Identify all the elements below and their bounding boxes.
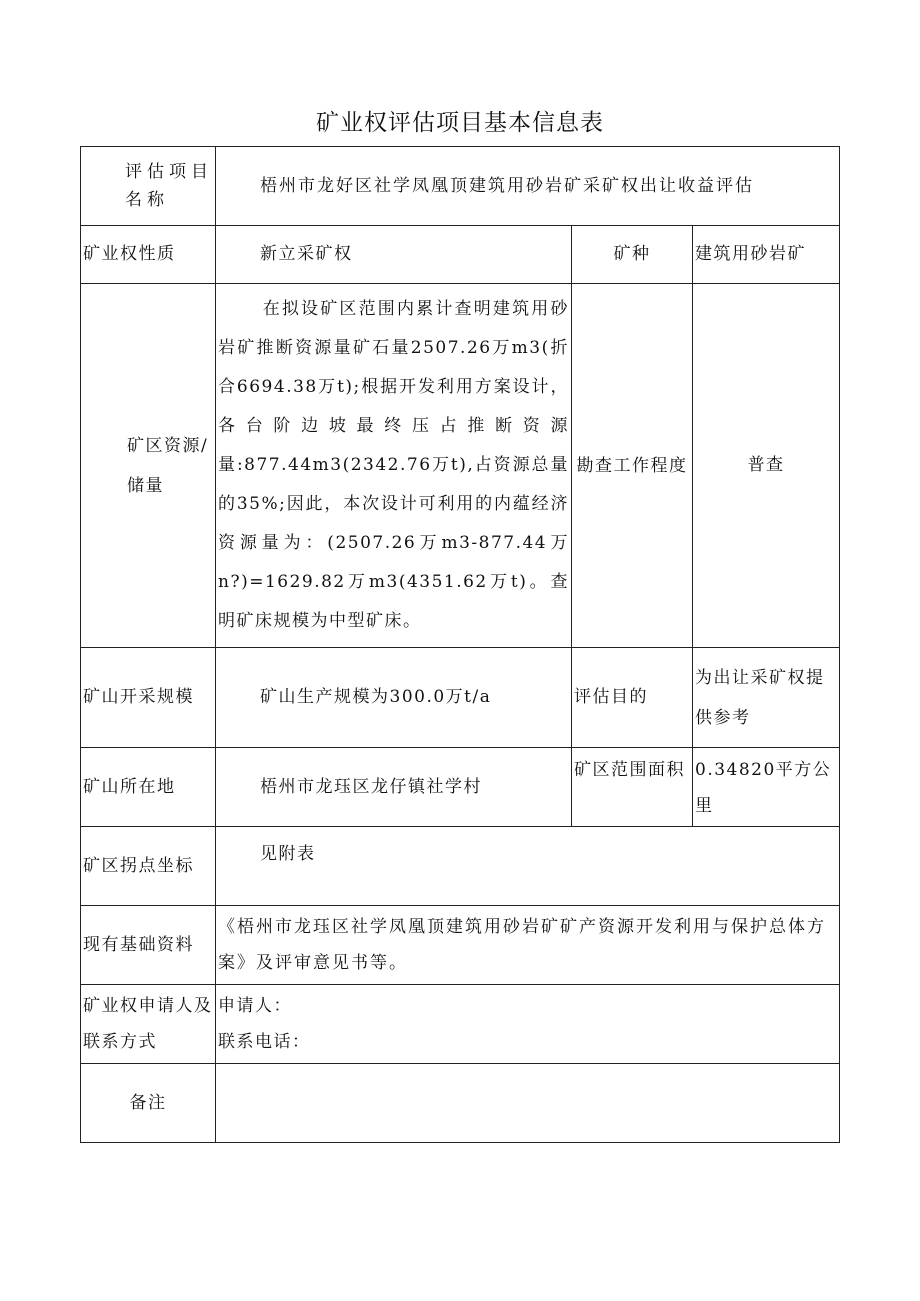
value-reserves-text: 在拟设矿区范围内累计查明建筑用砂岩矿推断资源量矿石量2507.26万m3(折合6694.38万t);根据开发利用方案设计，各台阶边坡最终压占推断资源量:877.44m3(2342.76万t),占资源总量的35%;因此，本次设计可利用的内蕴经济资源量为：(2507.26万m3-877.44万n?)=1629.82万m3(4351.62万t)。查明矿床规模为中型矿床。	[218, 299, 569, 631]
row-location	[81, 748, 840, 827]
label-purpose: 评估目的	[572, 648, 693, 748]
value-mineral: 建筑用砂岩矿	[693, 226, 840, 284]
info-table	[80, 146, 840, 1143]
label-exploration-degree-text: 勘查工作程度	[576, 455, 688, 476]
label-reserves-text: 矿区资源/储量	[127, 435, 209, 496]
row-project-name	[81, 147, 840, 226]
applicant-label: 申请人：	[218, 996, 292, 1016]
value-scale: 矿山生产规模为300.0万t/a	[216, 648, 572, 748]
label-project-name-text: 评估项目名称	[125, 162, 213, 210]
label-applicant: 矿业权申请人及联系方式	[81, 985, 216, 1064]
row-remarks	[81, 1064, 840, 1143]
phone-label: 联系电话：	[218, 1032, 311, 1052]
row-nature	[81, 226, 840, 284]
value-coordinates: 见附表	[216, 827, 840, 906]
label-area: 矿区范围面积	[572, 748, 693, 827]
label-exploration-degree	[572, 284, 693, 648]
page-title: 矿业权评估项目基本信息表	[316, 110, 604, 136]
value-remarks	[216, 1064, 840, 1143]
row-coordinates	[81, 827, 840, 906]
value-area: 0.34820平方公里	[693, 748, 840, 827]
value-nature: 新立采矿权	[216, 226, 572, 284]
value-reserves	[216, 284, 572, 648]
value-applicant	[216, 985, 840, 1064]
row-reserves	[81, 284, 840, 648]
label-remarks: 备注	[81, 1064, 216, 1143]
row-applicant	[81, 985, 840, 1064]
row-materials	[81, 906, 840, 985]
value-exploration-degree: 普查	[693, 284, 840, 648]
label-scale: 矿山开采规模	[81, 648, 216, 748]
label-mineral: 矿种	[572, 226, 693, 284]
value-location: 梧州市龙珏区龙仔镇社学村	[216, 748, 572, 827]
label-coordinates: 矿区拐点坐标	[81, 827, 216, 906]
label-materials: 现有基础资料	[81, 906, 216, 985]
label-location: 矿山所在地	[81, 748, 216, 827]
label-nature: 矿业权性质	[81, 226, 216, 284]
label-reserves	[81, 284, 216, 648]
value-materials: 《梧州市龙珏区社学凤凰顶建筑用砂岩矿矿产资源开发利用与保护总体方案》及评审意见书等。	[216, 906, 840, 985]
row-scale	[81, 648, 840, 748]
value-purpose: 为出让采矿权提供参考	[693, 648, 840, 748]
label-project-name	[81, 147, 216, 226]
value-project-name: 梧州市龙好区社学凤凰顶建筑用砂岩矿采矿权出让收益评估	[216, 147, 840, 226]
